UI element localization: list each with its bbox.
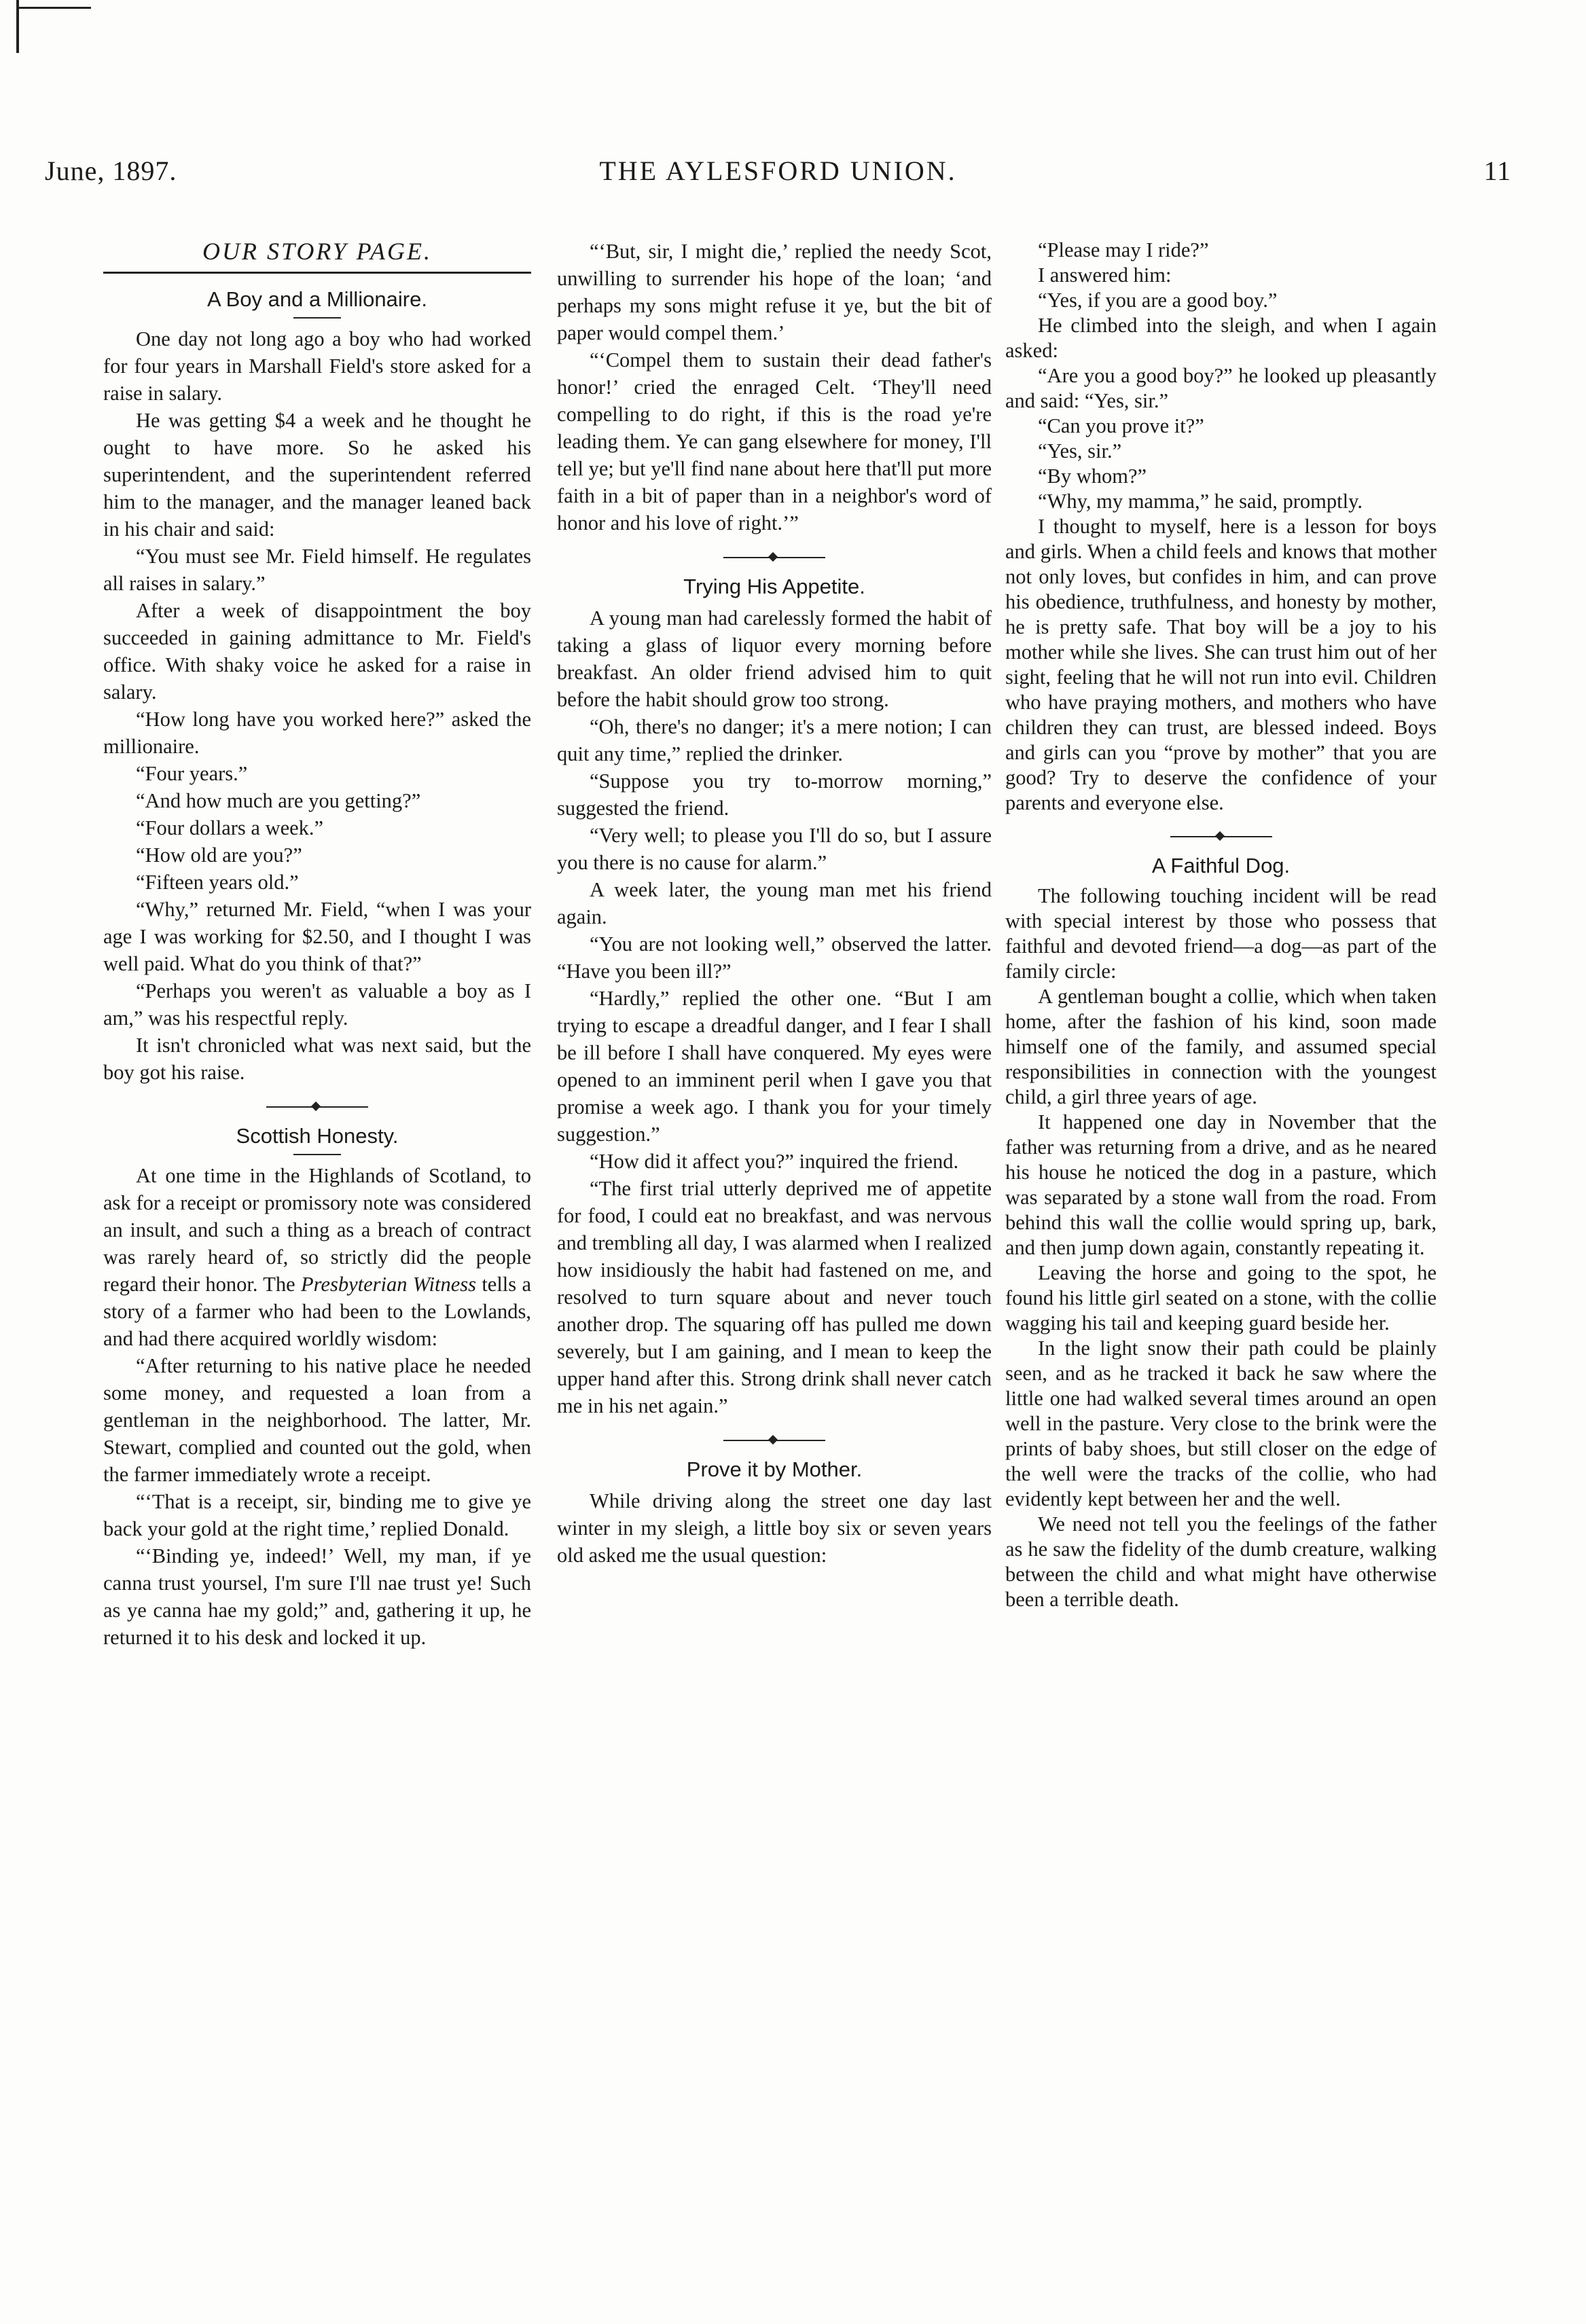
story-paragraph: The following touching incident will be read with special interest by those who possess that faithful and devoted friend—a dog—as part of the family circle: (1005, 884, 1437, 983)
column-1 (103, 238, 531, 2309)
story-paragraph: It isn't chronicled what was next said, but the boy got his raise. (103, 1034, 531, 1084)
title-rule (293, 1154, 341, 1155)
story-paragraph: “You are not looking well,” observed the latter. “Have you been ill?” (557, 932, 992, 983)
story-paragraph: A week later, the young man met his friend again. (557, 878, 992, 928)
issue-date: June, 1897. (45, 156, 177, 186)
story-paragraph: “Suppose you try to-morrow morning,” suggested the friend. (557, 769, 992, 820)
story-paragraph: “The first trial utterly deprived me of appetite for food, I could eat no breakfast, and was nervous and trembling all day, I was alarmed when I realized how insidiously the habit had fastened on me, and resolved to turn square about and never touch another drop. The squaring off has pulled me down severely, but I am gaining, and I mean to keep the upper hand after this. Strong drink shall never catch me in his net again.” (557, 1177, 992, 1417)
story-paragraph: A young man had carelessly formed the habit of taking a glass of liquor every morning before breakfast. An older friend advised him to quit before the habit should grow too strong. (557, 606, 992, 711)
story-paragraph: “Why, my mamma,” he said, promptly. (1038, 490, 1363, 513)
story-paragraph: In the light snow their path could be plainly seen, and as he tracked it back he saw where the little one had walked several times around an open well in the pasture. Very close to the brink were the prints of baby shoes, but still closer on the edge of the well were the tracks of the collie, who had evidently kept between her and the well. (1005, 1337, 1437, 1510)
section-ornament (266, 1102, 368, 1112)
page-title: OUR STORY PAGE. (103, 238, 531, 274)
story-paragraph: A gentleman bought a collie, which when taken home, after the fashion of his kind, soon made himself one of the family, and assumed special responsibilities in connection with the youngest child, a girl three years of age. (1005, 985, 1437, 1108)
story-paragraph: “Please may I ride?” (1038, 238, 1209, 261)
story-paragraph: Leaving the horse and going to the spot, he found his little girl seated on a stone, with the collie wagging his tail and keeping guard beside her. (1005, 1261, 1437, 1335)
story-title-scottish-honesty: Scottish Honesty. (236, 1124, 399, 1148)
section-ornament (723, 1436, 825, 1445)
story-paragraph: “After returning to his native place he needed some money, and requested a loan from a gentleman in the neighborhood. The latter, Mr. Stewart, complied and counted out the gold, when the farmer immediately wrote a receipt. (103, 1354, 531, 1486)
story-paragraph: “Why,” returned Mr. Field, “when I was your age I was working for $2.50, and I thought I was well paid. What do you think of that?” (103, 898, 531, 975)
story-paragraph: He was getting $4 a week and he thought he ought to have more. So he asked his superintendent, and the superintendent referred him to the manager, and the manager leaned back in his chair and said: (103, 409, 531, 541)
story-paragraph: “‘That is a receipt, sir, binding me to give ye back your gold at the right time,’ replied Donald. (103, 1490, 531, 1540)
section-ornament (723, 553, 825, 562)
story-paragraph: It happened one day in November that the father was returning from a drive, and as he neared his house he noticed the dog in a pasture, which was separated by a stone wall from the road. From behind this wall the collie would spring up, bark, and then jump down again, constantly repeating it. (1005, 1110, 1437, 1259)
story-paragraph: “And how much are you getting?” (136, 789, 421, 812)
story-paragraph: “By whom?” (1038, 465, 1147, 488)
story-paragraph: “How old are you?” (136, 843, 302, 867)
story-paragraph: I answered him: (1038, 264, 1172, 287)
story-paragraph: “Can you prove it?” (1038, 414, 1204, 437)
story-paragraph: I thought to myself, here is a lesson for boys and girls. When a child feels and knows that mother not only loves, but confides in him, and can prove his obedience, truthfulness, and honesty by mother, he is pretty safe. That boy will be a joy to his mother while she lives. She can trust him out of her sight, feeling that he will not run into evil. Children who have praying mothers, and mothers who have children they can trust, are blessed indeed. Boys and girls can you “prove by mother” that you are good? Try to deserve the confidence of your parents and everyone else. (1005, 515, 1437, 814)
story-paragraph: “Oh, there's no danger; it's a mere notion; I can quit any time,” replied the drinker. (557, 715, 992, 765)
story-paragraph: “You must see Mr. Field himself. He regulates all raises in salary.” (103, 545, 531, 595)
story-paragraph: We need not tell you the feelings of the father as he saw the fidelity of the dumb creature, walking between the child and what might have otherwise been a terrible death. (1005, 1512, 1437, 1611)
story-title-faithful-dog: A Faithful Dog. (1151, 854, 1291, 877)
story-paragraph: “‘Binding ye, indeed!’ Well, my man, if ye canna trust yoursel, I'm sure I'll nae trust ye! Such as ye canna hae my gold;” and, gathering it up, he returned it to his desk and locked it up. (103, 1544, 531, 1649)
section-ornament (1170, 832, 1272, 841)
story-paragraph: At one time in the Highlands of Scotland, to ask for a receipt or promissory note was considered an insult, and such a thing as a breach of contract was rarely heard of, so strictly did the people regard their honor. The Presbyterian Witness tells a story of a farmer who had been to the Lowlands, and had there acquired worldly wisdom: (103, 1164, 531, 1350)
story-paragraph: “Perhaps you weren't as valuable a boy as I am,” was his respectful reply. (103, 979, 531, 1030)
story-paragraph: “‘Compel them to sustain their dead father's honor!’ cried the enraged Celt. ‘They'll need compelling to do right, if this is the road ye're leading them. Ye can gang elsewhere for money, I'll tell ye; but ye'll find nane about here that'll put more faith in a bit of paper than in a neighbor's word of honor and his love of right.’” (557, 348, 992, 534)
masthead-title: THE AYLESFORD UNION. (599, 156, 957, 186)
story-paragraph: “Yes, sir.” (1038, 439, 1122, 462)
corner-rule-horizontal (16, 7, 91, 9)
story-title-trying-appetite: Trying His Appetite. (683, 575, 865, 598)
story-title-boy-millionaire: A Boy and a Millionaire. (207, 287, 427, 311)
story-title-prove-by-mother: Prove it by Mother. (686, 1457, 863, 1481)
story-paragraph: “Hardly,” replied the other one. “But I am trying to escape a dreadful danger, and I fear I shall be ill before I shall have conquered. My eyes were opened to an imminent peril when I gave you that promise a week ago. I thank you for your timely suggestion.” (557, 987, 992, 1146)
page-number: 11 (1483, 156, 1511, 186)
column-3 (1005, 238, 1437, 2309)
story-paragraph: “Yes, if you are a good boy.” (1038, 289, 1278, 312)
story-paragraph: “Four years.” (136, 762, 248, 785)
story-paragraph: “Four dollars a week.” (136, 816, 324, 839)
story-paragraph: One day not long ago a boy who had worked for four years in Marshall Field's store asked for a raise in salary. (103, 327, 531, 405)
column-2 (557, 238, 992, 2309)
running-head (45, 155, 1511, 196)
publication-name: Presbyterian Witness (301, 1273, 476, 1296)
story-paragraph: “Very well; to please you I'll do so, but I assure you there is no cause for alarm.” (557, 824, 992, 874)
story-paragraph: He climbed into the sleigh, and when I again asked: (1005, 314, 1437, 362)
story-paragraph: “How long have you worked here?” asked the millionaire. (103, 708, 531, 758)
story-paragraph: “Fifteen years old.” (136, 871, 299, 894)
story-paragraph: “How did it affect you?” inquired the friend. (590, 1150, 959, 1173)
story-paragraph: After a week of disappointment the boy succeeded in gaining admittance to Mr. Field's office. With shaky voice he asked for a raise in salary. (103, 599, 531, 704)
story-paragraph: “‘But, sir, I might die,’ replied the needy Scot, unwilling to surrender his hope of the loan; ‘and perhaps my sons might refuse it ye, but the bit of paper would compel them.’ (557, 240, 992, 344)
story-paragraph: “Are you a good boy?” he looked up pleasantly and said: “Yes, sir.” (1005, 364, 1437, 412)
title-rule (293, 317, 341, 319)
story-paragraph: While driving along the street one day last winter in my sleigh, a little boy six or seven years old asked me the usual question: (557, 1489, 992, 1567)
